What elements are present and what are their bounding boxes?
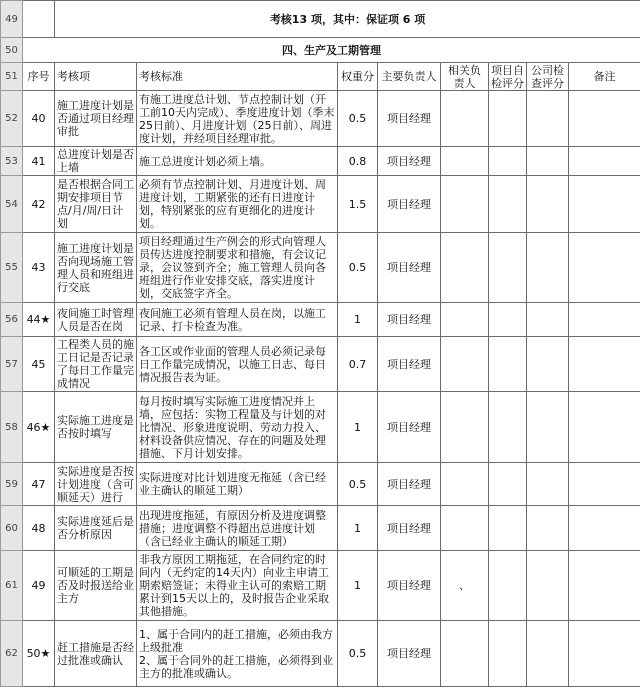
header-self-eval[interactable]: 项目自检评分 <box>489 63 527 91</box>
cell[interactable] <box>23 1 55 38</box>
criteria-cell[interactable]: 施工总进度计划必须上墙。 <box>137 147 338 176</box>
remark-cell[interactable] <box>569 621 640 687</box>
self-eval-cell[interactable] <box>489 506 527 551</box>
header-criteria[interactable]: 考核标准 <box>137 63 338 91</box>
lead-cell[interactable]: 项目经理 <box>378 551 441 621</box>
remark-cell[interactable] <box>569 551 640 621</box>
table-row <box>1 621 640 687</box>
criteria-cell[interactable]: 项目经理通过生产例会的形式向管理人员传达进度控制要求和措施，有会议记录，会议签到齐全；施工管理人员向各班组进行作业安排交底，落实进度计划，交底签字齐全。 <box>137 233 338 303</box>
item-cell[interactable]: 总进度计划是否上墙 <box>55 147 137 176</box>
item-cell[interactable]: 可顺延的工期是否及时报送给业主方 <box>55 551 137 621</box>
item-cell[interactable]: 实际进度延后是否分析原因 <box>55 506 137 551</box>
table-row <box>1 463 640 506</box>
row-number[interactable]: 59 <box>1 463 23 506</box>
row-number[interactable]: 50 <box>1 38 23 63</box>
header-weight[interactable]: 权重分 <box>338 63 378 91</box>
self-eval-cell[interactable] <box>489 176 527 233</box>
related-cell[interactable] <box>441 621 489 687</box>
company-eval-cell[interactable] <box>527 147 569 176</box>
weight-cell[interactable]: 0.7 <box>338 337 378 392</box>
lead-cell[interactable]: 项目经理 <box>378 463 441 506</box>
item-cell[interactable]: 实际进度是否按计划进度（含可顺延天）进行 <box>55 463 137 506</box>
criteria-cell[interactable]: 实际进度对比计划进度无拖延（含已经业主确认的顺延工期） <box>137 463 338 506</box>
remark-cell[interactable] <box>569 392 640 463</box>
item-cell[interactable]: 是否根据合同工期安排项目节点/月/周/日计划 <box>55 176 137 233</box>
criteria-cell[interactable]: 非我方原因工期拖延，在合同约定的时间内（无约定的14天内）向业主申请工期索赔签证；未得业主认可的索赔工期累计到15天以上的，及时报告企业采取其他措施。 <box>137 551 338 621</box>
criteria-cell[interactable]: 1、属于合同内的赶工措施，必须由我方上级批准 2、属于合同外的赶工措施，必须得到业主方的批准或确认。 <box>137 621 338 687</box>
seq-cell[interactable]: 49 <box>23 551 55 621</box>
row-number[interactable]: 55 <box>1 233 23 303</box>
table-row <box>1 551 640 621</box>
item-cell[interactable]: 夜间施工时管理人员是否在岗 <box>55 303 137 337</box>
lead-cell[interactable]: 项目经理 <box>378 233 441 303</box>
header-company-eval[interactable]: 公司检查评分 <box>527 63 569 91</box>
remark-cell[interactable] <box>569 91 640 147</box>
weight-cell[interactable]: 1 <box>338 506 378 551</box>
remark-cell[interactable] <box>569 337 640 392</box>
seq-cell[interactable]: 46★ <box>23 392 55 463</box>
related-cell[interactable] <box>441 463 489 506</box>
related-cell[interactable] <box>441 392 489 463</box>
summary-cell[interactable]: 考核13 项，其中：保证项 6 项 <box>55 1 640 38</box>
related-cell[interactable] <box>441 506 489 551</box>
lead-cell[interactable]: 项目经理 <box>378 91 441 147</box>
header-lead[interactable]: 主要负责人 <box>378 63 441 91</box>
remark-cell[interactable] <box>569 463 640 506</box>
row-number[interactable]: 61 <box>1 551 23 621</box>
table-row <box>1 176 640 233</box>
self-eval-cell[interactable] <box>489 392 527 463</box>
table-row <box>1 91 640 147</box>
table-row <box>1 337 640 392</box>
self-eval-cell[interactable] <box>489 621 527 687</box>
criteria-cell[interactable]: 各工区或作业面的管理人员必须记录每日工作量完成情况，以施工日志、每日情况报告表为证。 <box>137 337 338 392</box>
seq-cell[interactable]: 44★ <box>23 303 55 337</box>
related-cell[interactable] <box>441 147 489 176</box>
section-title[interactable]: 四、生产及工期管理 <box>23 38 640 63</box>
row-number[interactable]: 57 <box>1 337 23 392</box>
summary-row <box>1 1 640 38</box>
self-eval-cell[interactable] <box>489 303 527 337</box>
lead-cell[interactable]: 项目经理 <box>378 621 441 687</box>
row-number[interactable]: 51 <box>1 63 23 91</box>
lead-cell[interactable]: 项目经理 <box>378 392 441 463</box>
item-cell[interactable]: 施工进度计划是否向现场施工管理人员和班组进行交底 <box>55 233 137 303</box>
table-row <box>1 233 640 303</box>
company-eval-cell[interactable] <box>527 392 569 463</box>
row-number[interactable]: 54 <box>1 176 23 233</box>
section-row <box>1 38 640 63</box>
criteria-cell[interactable]: 出现进度拖延，有原因分析及进度调整措施；进度调整不得超出总进度计划（含已经业主确认的顺延工期） <box>137 506 338 551</box>
criteria-cell[interactable]: 有施工进度总计划、节点控制计划（开工前10天内完成）、季度进度计划（季末25日前）、月进度计划（25日前）、周进度计划，并经项目经理审批。 <box>137 91 338 147</box>
remark-cell[interactable] <box>569 303 640 337</box>
criteria-cell[interactable]: 必须有节点控制计划、月进度计划、周进度计划，工期紧张的还有日进度计划，特别紧张的应有更细化的进度计划。 <box>137 176 338 233</box>
seq-cell[interactable]: 48 <box>23 506 55 551</box>
lead-cell[interactable]: 项目经理 <box>378 303 441 337</box>
self-eval-cell[interactable] <box>489 337 527 392</box>
self-eval-cell[interactable] <box>489 551 527 621</box>
row-number[interactable]: 60 <box>1 506 23 551</box>
remark-cell[interactable] <box>569 233 640 303</box>
item-cell[interactable]: 施工进度计划是否通过项目经理审批 <box>55 91 137 147</box>
company-eval-cell[interactable] <box>527 621 569 687</box>
item-cell[interactable]: 实际施工进度是否按时填写 <box>55 392 137 463</box>
related-cell[interactable]: 、 <box>441 551 489 621</box>
company-eval-cell[interactable] <box>527 91 569 147</box>
header-seq[interactable]: 序号 <box>23 63 55 91</box>
criteria-cell[interactable]: 夜间施工必须有管理人员在岗，以施工记录、打卡检查为准。 <box>137 303 338 337</box>
related-cell[interactable] <box>441 91 489 147</box>
self-eval-cell[interactable] <box>489 233 527 303</box>
weight-cell[interactable]: 0.5 <box>338 463 378 506</box>
remark-cell[interactable] <box>569 176 640 233</box>
weight-cell[interactable]: 1 <box>338 392 378 463</box>
self-eval-cell[interactable] <box>489 463 527 506</box>
table-row <box>1 506 640 551</box>
weight-cell[interactable]: 0.5 <box>338 91 378 147</box>
lead-cell[interactable]: 项目经理 <box>378 337 441 392</box>
weight-cell[interactable]: 1 <box>338 551 378 621</box>
criteria-cell[interactable]: 每月按时填写实际施工进度情况并上墙，应包括：实物工程量及与计划的对比情况、形象进度说明、劳动力投入、材料设备供应情况、存在的问题及处理措施、下月计划安排。 <box>137 392 338 463</box>
company-eval-cell[interactable] <box>527 551 569 621</box>
seq-cell[interactable]: 41 <box>23 147 55 176</box>
table-row <box>1 303 640 337</box>
weight-cell[interactable]: 0.5 <box>338 233 378 303</box>
company-eval-cell[interactable] <box>527 176 569 233</box>
company-eval-cell[interactable] <box>527 233 569 303</box>
seq-cell[interactable]: 40 <box>23 91 55 147</box>
seq-cell[interactable]: 47 <box>23 463 55 506</box>
lead-cell[interactable]: 项目经理 <box>378 176 441 233</box>
weight-cell[interactable]: 0.8 <box>338 147 378 176</box>
weight-cell[interactable]: 1 <box>338 303 378 337</box>
lead-cell[interactable]: 项目经理 <box>378 147 441 176</box>
header-remark[interactable]: 备注 <box>569 63 640 91</box>
seq-cell[interactable]: 42 <box>23 176 55 233</box>
row-number[interactable]: 49 <box>1 1 23 38</box>
remark-cell[interactable] <box>569 147 640 176</box>
row-number[interactable]: 53 <box>1 147 23 176</box>
weight-cell[interactable]: 0.5 <box>338 621 378 687</box>
table-row <box>1 147 640 176</box>
row-number[interactable]: 62 <box>1 621 23 687</box>
item-cell[interactable]: 赶工措施是否经过批准或确认 <box>55 621 137 687</box>
self-eval-cell[interactable] <box>489 91 527 147</box>
company-eval-cell[interactable] <box>527 506 569 551</box>
seq-cell[interactable]: 43 <box>23 233 55 303</box>
related-cell[interactable] <box>441 303 489 337</box>
self-eval-cell[interactable] <box>489 147 527 176</box>
remark-cell[interactable] <box>569 506 640 551</box>
company-eval-cell[interactable] <box>527 337 569 392</box>
header-item[interactable]: 考核项 <box>55 63 137 91</box>
company-eval-cell[interactable] <box>527 463 569 506</box>
lead-cell[interactable]: 项目经理 <box>378 506 441 551</box>
header-related[interactable]: 相关负责人 <box>441 63 489 91</box>
header-row <box>1 63 640 91</box>
company-eval-cell[interactable] <box>527 303 569 337</box>
related-cell[interactable] <box>441 176 489 233</box>
row-number[interactable]: 52 <box>1 91 23 147</box>
seq-cell[interactable]: 45 <box>23 337 55 392</box>
related-cell[interactable] <box>441 337 489 392</box>
row-number[interactable]: 58 <box>1 392 23 463</box>
item-cell[interactable]: 工程类人员的施工日记是否记录了每日工作量完成情况 <box>55 337 137 392</box>
row-number[interactable]: 56 <box>1 303 23 337</box>
table-row <box>1 392 640 463</box>
related-cell[interactable] <box>441 233 489 303</box>
weight-cell[interactable]: 1.5 <box>338 176 378 233</box>
seq-cell[interactable]: 50★ <box>23 621 55 687</box>
